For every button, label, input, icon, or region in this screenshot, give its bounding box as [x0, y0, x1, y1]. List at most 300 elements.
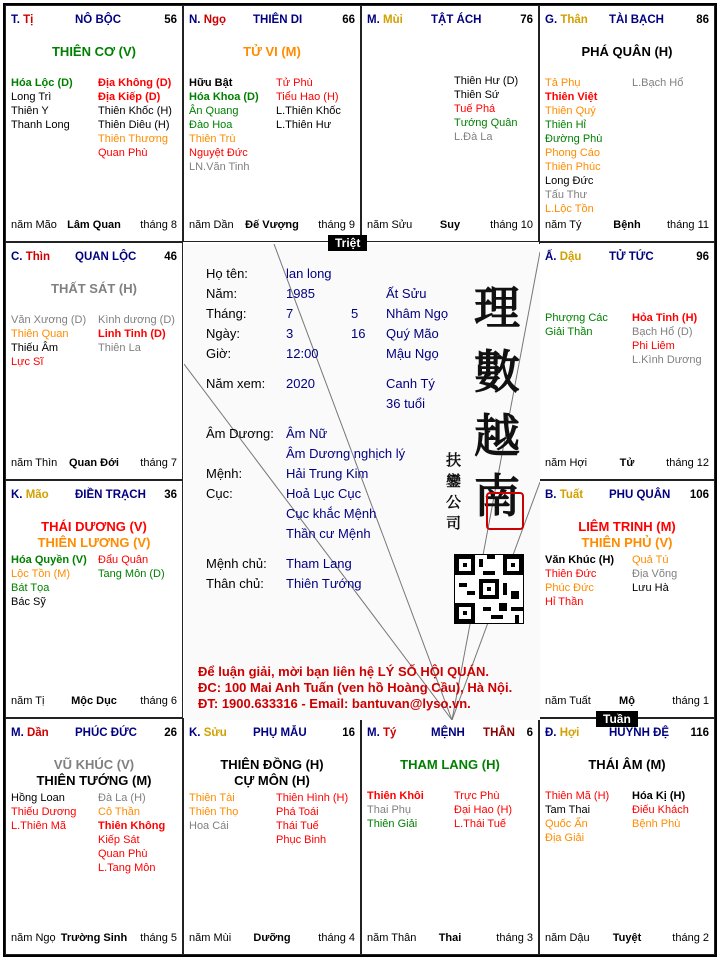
year-canchi: Ất Sửu: [386, 286, 427, 301]
palace-footer: [545, 219, 709, 233]
main-star: THIÊN CƠ (V): [51, 44, 137, 59]
palace-footer: [545, 695, 709, 709]
minor-star: Tấu Thư: [545, 189, 588, 201]
life-stage: Thai: [438, 932, 462, 944]
year-label: Năm:: [206, 286, 238, 301]
main-stars: [540, 519, 714, 551]
month-cycle: tháng 3: [496, 932, 533, 944]
minor-star: Thiếu Âm: [11, 342, 59, 354]
cuc-label: Cục:: [206, 486, 233, 501]
year-cycle: năm Dần: [189, 219, 234, 231]
palace-footer: [11, 457, 177, 471]
month-value: 7: [286, 306, 294, 321]
palace-header: [11, 727, 177, 741]
palace-number: 106: [689, 489, 709, 501]
palace-cell-tuat[interactable]: [539, 480, 715, 718]
life-stage: Mộc Dục: [71, 695, 117, 707]
month-cycle: tháng 1: [672, 695, 709, 707]
palace-header: [11, 489, 177, 503]
year-cycle: năm Mão: [11, 219, 57, 231]
palace-can: K.: [11, 489, 23, 501]
main-stars: [6, 44, 182, 60]
calligraphy-sub-1: 扶: [446, 451, 462, 469]
main-star: VŨ KHÚC (V): [53, 757, 135, 772]
minor-star: Hoa Cái: [189, 820, 229, 832]
than-chu-label: Thân chủ:: [206, 576, 264, 591]
life-stage: Đế Vượng: [245, 219, 299, 231]
minor-star: Thiên Việt: [545, 91, 598, 103]
palace-footer: [189, 219, 355, 233]
life-stage: Trường Sinh: [60, 932, 128, 944]
minor-star: Địa Kiếp (D): [98, 91, 161, 103]
minor-star: Thiên Thương: [98, 133, 169, 145]
right-stars: [276, 791, 348, 847]
palace-can: Ấ.: [545, 251, 557, 263]
palace-name: MỆNH: [431, 727, 465, 739]
minor-star: L.Tang Môn: [98, 862, 156, 874]
life-stage: Bệnh: [613, 219, 641, 231]
main-star: CỰ MÔN (H): [234, 773, 310, 788]
left-stars: [11, 313, 86, 369]
minor-star: Hỏa Tinh (H): [632, 312, 698, 324]
right-stars: [632, 789, 689, 831]
year-cycle: năm Tuất: [545, 695, 591, 707]
minor-star: Thiên Trù: [189, 133, 236, 145]
palace-chi: Ngọ: [203, 14, 227, 26]
minor-star: Thiếu Dương: [11, 806, 77, 818]
minor-star: Quan Phù: [98, 848, 148, 860]
palace-number: 76: [520, 14, 533, 26]
minor-star: L.Đà La: [454, 131, 493, 143]
month-canchi: Nhâm Ngọ: [386, 306, 449, 321]
month-cycle: tháng 4: [318, 932, 355, 944]
palace-footer: [11, 695, 177, 709]
tuan-badge: Tuần: [596, 711, 638, 727]
year-cycle: năm Tị: [11, 695, 45, 707]
minor-star: Phúc Đức: [545, 582, 594, 594]
contact-line-1: Để luận giải, mời bạn liên hệ LÝ SỐ HỘI QUÁN.: [198, 664, 489, 679]
palace-can: M.: [11, 727, 24, 739]
minor-star: Tướng Quân: [454, 117, 518, 129]
year-cycle: năm Thân: [367, 932, 417, 944]
contact-line-2: ĐC: 100 Mai Anh Tuấn (ven hồ Hoàng Cầu), Hà Nội.: [198, 680, 513, 695]
hour-canchi: Mậu Ngọ: [386, 346, 439, 361]
year-cycle: năm Hợi: [545, 457, 588, 469]
minor-star: Thiên Hư (D): [454, 75, 519, 87]
minor-star: Bác Sỹ: [11, 596, 46, 608]
palace-can: M.: [367, 14, 380, 26]
minor-star: Nguyệt Đức: [189, 147, 248, 159]
day-value: 3: [286, 326, 294, 341]
triet-badge: Triệt: [328, 235, 367, 251]
calligraphy-sub-3: 公: [446, 493, 462, 511]
right-stars: [98, 313, 175, 355]
palace-chi: Dậu: [559, 251, 582, 263]
main-star: THIÊN LƯƠNG (V): [37, 535, 151, 550]
month-cycle: tháng 11: [666, 219, 709, 231]
minor-star: Phượng Các: [545, 312, 608, 324]
left-stars: [545, 553, 614, 609]
palace-header: [189, 14, 355, 28]
menh-chu-label: Mệnh chủ:: [206, 556, 267, 571]
main-stars: [6, 519, 182, 551]
palace-footer: [367, 219, 533, 233]
month-cycle: tháng 9: [318, 219, 355, 231]
life-stage: Quan Đới: [69, 457, 119, 469]
minor-star: L.Thiên Mã: [11, 820, 67, 832]
palace-footer: [367, 932, 533, 946]
minor-star: Văn Xương (D): [11, 314, 87, 326]
palace-chi: Sửu: [203, 727, 227, 739]
palace-chi: Hợi: [559, 727, 580, 739]
year-cycle: năm Tý: [545, 219, 582, 231]
palace-chi: Tị: [23, 14, 34, 26]
minor-star: Tả Phụ: [545, 77, 581, 89]
life-stage: Tử: [619, 457, 635, 469]
palace-cell-mui[interactable]: [361, 5, 539, 242]
view-year-label: Năm xem:: [206, 376, 266, 391]
palace-chi: Dần: [26, 727, 49, 739]
minor-star: L.Kình Dương: [632, 354, 702, 366]
palace-footer: [545, 457, 709, 471]
minor-star: Thiên Phúc: [545, 161, 601, 173]
minor-star: Đại Hao (H): [454, 804, 513, 816]
minor-star: Đào Hoa: [189, 119, 233, 131]
palace-chi: Tý: [382, 727, 397, 739]
minor-star: L.Thái Tuế: [454, 818, 506, 830]
center-info-panel: [184, 244, 540, 720]
minor-star: Bát Tọa: [11, 582, 50, 594]
minor-star: Tang Môn (D): [98, 568, 165, 580]
qr-code-icon[interactable]: [454, 554, 524, 624]
view-year-canchi: Canh Tý: [386, 376, 435, 391]
minor-star: Thiên Không: [98, 820, 166, 832]
main-star: THÁI ÂM (M): [588, 757, 666, 772]
month-cycle: tháng 5: [140, 932, 177, 944]
palace-cell-thin[interactable]: [5, 242, 183, 480]
main-stars: [6, 281, 182, 297]
minor-star: Linh Tinh (D): [98, 328, 166, 340]
month-cycle: tháng 10: [490, 219, 533, 231]
calligraphy-char-3: 越: [474, 409, 520, 463]
right-stars: [632, 311, 702, 367]
palace-header: [545, 489, 709, 503]
left-stars: [11, 791, 76, 833]
right-stars: [98, 553, 165, 581]
palace-footer: [11, 219, 177, 233]
palace-name: ĐIỀN TRẠCH: [75, 489, 146, 501]
year-cycle: năm Mùi: [189, 932, 232, 944]
minor-star: L.Lộc Tồn: [545, 203, 594, 215]
right-stars: [98, 791, 165, 875]
palace-chi: Thìn: [25, 251, 50, 263]
minor-star: L.Thiên Hư: [276, 119, 332, 131]
than-chu-value: Thiên Tướng: [286, 576, 362, 591]
month-cycle: tháng 6: [140, 695, 177, 707]
minor-star: Hóa Quyền (V): [11, 554, 87, 566]
minor-star: Kiếp Sát: [98, 834, 140, 846]
palace-chi: Mão: [25, 489, 49, 501]
month-cycle: tháng 8: [140, 219, 177, 231]
life-stage: Tuyệt: [612, 932, 642, 944]
palace-number: 56: [164, 14, 177, 26]
palace-name: THIÊN DI: [253, 14, 303, 26]
main-stars: [362, 757, 538, 773]
calligraphy-sub-2: 鑾: [446, 472, 462, 490]
palace-header: [545, 251, 709, 265]
palace-cell-suu[interactable]: [183, 718, 361, 955]
palace-number: 96: [696, 251, 709, 263]
minor-star: Thiên La: [98, 342, 141, 354]
name-value: lan long: [286, 266, 332, 281]
main-stars: [540, 44, 714, 60]
amduong-value: Âm Nữ: [286, 426, 328, 441]
minor-star: Phá Toái: [276, 806, 319, 818]
main-stars: [184, 44, 360, 60]
minor-star: Thiên Hình (H): [276, 792, 349, 804]
palace-cell-ty[interactable]: [361, 718, 539, 955]
palace-name: PHÚC ĐỨC: [75, 727, 137, 739]
menh-value: Hải Trung Kim: [286, 466, 369, 481]
main-star: THẤT SÁT (H): [51, 281, 137, 296]
minor-star: Thiên Mã (H): [545, 790, 610, 802]
minor-star: Bệnh Phù: [632, 818, 681, 830]
minor-star: LN.Văn Tinh: [189, 161, 250, 173]
minor-star: Thiên Khốc (H): [98, 105, 172, 117]
year-value: 1985: [286, 286, 315, 301]
palace-can: C.: [11, 251, 23, 263]
right-stars: [454, 74, 518, 144]
left-stars: [367, 789, 424, 831]
minor-star: Thiên Quan: [11, 328, 69, 340]
palace-number: 26: [164, 727, 177, 739]
minor-star: Địa Không (D): [98, 77, 172, 89]
palace-can: G.: [545, 14, 558, 26]
minor-star: Hóa Kị (H): [632, 790, 686, 802]
minor-star: Điếu Khách: [632, 804, 689, 816]
palace-can: T.: [11, 14, 20, 26]
minor-star: Thanh Long: [11, 119, 70, 131]
life-stage: Mộ: [619, 695, 635, 707]
minor-star: Hồng Loan: [11, 792, 65, 804]
palace-chi: Thân: [560, 14, 588, 26]
year-cycle: năm Ngọ: [11, 932, 56, 944]
left-stars: [545, 76, 602, 216]
minor-star: Phục Binh: [276, 834, 327, 846]
minor-star: Cô Thần: [98, 806, 140, 818]
main-star: THIÊN PHỦ (V): [581, 535, 673, 550]
palace-name: TẬT ÁCH: [431, 14, 482, 26]
name-label: Họ tên:: [206, 266, 248, 281]
minor-star: Đẩu Quân: [98, 554, 149, 566]
minor-star: Long Trì: [11, 91, 52, 103]
minor-star: Hóa Khoa (D): [189, 91, 259, 103]
palace-header: [545, 727, 709, 741]
life-stage: Lâm Quan: [67, 219, 121, 231]
minor-star: Thiên Hỉ: [545, 119, 586, 131]
minor-star: Ân Quang: [189, 105, 239, 117]
contact-line-3: ĐT: 1900.633316 - Email: bantuvan@lyso.vn.: [198, 696, 471, 711]
hour-label: Giờ:: [206, 346, 232, 361]
minor-star: Long Đức: [545, 175, 594, 187]
main-star: THAM LANG (H): [400, 757, 500, 772]
menh-chu-value: Tham Lang: [286, 556, 352, 571]
minor-star: Thiên Giải: [367, 818, 418, 830]
calligraphy-char-2: 數: [474, 345, 520, 399]
minor-star: Thiên Y: [11, 105, 49, 117]
palace-header: [11, 14, 177, 28]
amduong-label: Âm Dương:: [206, 426, 274, 441]
minor-star: Văn Khúc (H): [545, 554, 615, 566]
main-stars: [6, 757, 182, 789]
palace-name: PHỤ MẪU: [253, 727, 307, 739]
main-star: TỬ VI (M): [243, 44, 301, 59]
minor-star: Thái Tuế: [276, 820, 319, 832]
year-cycle: năm Sửu: [367, 219, 413, 231]
minor-star: Quốc Ấn: [545, 818, 588, 830]
left-stars: [11, 76, 73, 132]
palace-cell-ti[interactable]: [5, 5, 183, 242]
palace-footer: [11, 932, 177, 946]
palace-number: 46: [164, 251, 177, 263]
main-star: PHÁ QUÂN (H): [581, 44, 673, 59]
red-seal-icon: [486, 492, 524, 530]
palace-header: [367, 727, 533, 741]
menh-label: Mệnh:: [206, 466, 243, 481]
right-stars: [632, 553, 677, 595]
palace-header: [189, 727, 355, 741]
calligraphy-char-4: 南: [474, 469, 520, 523]
right-stars: [276, 76, 341, 132]
palace-cell-mao[interactable]: [5, 480, 183, 718]
view-year-value: 2020: [286, 376, 315, 391]
minor-star: Lực Sĩ: [11, 356, 44, 368]
palace-name: QUAN LỘC: [75, 251, 137, 263]
palace-cell-dau[interactable]: [539, 242, 715, 480]
palace-cell-ngo[interactable]: [183, 5, 361, 242]
main-star: LIÊM TRINH (M): [578, 519, 676, 534]
month-cycle: tháng 7: [140, 457, 177, 469]
palace-can: B.: [545, 489, 557, 501]
month-cycle: tháng 12: [666, 457, 709, 469]
palace-can: Đ.: [545, 727, 557, 739]
amduong-value-2: Âm Dương nghịch lý: [286, 446, 406, 461]
minor-star: Phong Cáo: [545, 147, 601, 159]
than-marker: THÂN: [483, 727, 515, 739]
minor-star: L.Thiên Khốc: [276, 105, 341, 117]
month-label: Tháng:: [206, 306, 247, 321]
life-stage: Dưỡng: [253, 932, 291, 944]
cuc-value-3: Thần cư Mệnh: [286, 526, 371, 541]
main-star: THÁI DƯƠNG (V): [41, 519, 147, 534]
palace-chi: Mùi: [382, 14, 403, 26]
year-cycle: năm Dậu: [545, 932, 590, 944]
minor-star: L.Bạch Hổ: [632, 77, 684, 89]
palace-name: TÀI BẠCH: [609, 14, 664, 26]
minor-star: Lưu Hà: [632, 582, 669, 594]
left-stars: [545, 789, 609, 845]
left-stars: [11, 553, 87, 609]
main-stars: [540, 757, 714, 773]
hour-value: 12:00: [286, 346, 319, 361]
minor-star: Thai Phụ: [367, 804, 412, 816]
cuc-value-2: Cục khắc Mệnh: [286, 506, 377, 521]
minor-star: Tiểu Hao (H): [276, 91, 339, 103]
palace-chi: Tuất: [559, 489, 584, 501]
minor-star: Đà La (H): [98, 792, 146, 804]
main-stars: [184, 757, 360, 789]
calligraphy-sub-4: 司: [446, 514, 462, 532]
palace-header: [367, 14, 533, 28]
minor-star: Phi Liêm: [632, 340, 675, 352]
minor-star: Thiên Diêu (H): [98, 119, 170, 131]
palace-can: K.: [189, 727, 201, 739]
day-canchi: Quý Mão: [386, 326, 439, 341]
minor-star: Thiên Khôi: [367, 790, 424, 802]
minor-star: Thiên Thọ: [189, 806, 239, 818]
palace-number: 116: [690, 727, 709, 739]
right-stars: [98, 76, 172, 160]
main-star: THIÊN TƯỚNG (M): [36, 773, 152, 788]
palace-number: 66: [342, 14, 355, 26]
day-label: Ngày:: [206, 326, 240, 341]
age-value: 36 tuổi: [386, 396, 426, 411]
palace-cell-hoi[interactable]: [539, 718, 715, 955]
tu-vi-chart: [3, 3, 717, 957]
minor-star: Thiên Sứ: [454, 89, 500, 101]
minor-star: Trực Phù: [454, 790, 500, 802]
palace-name: NÔ BỘC: [75, 14, 121, 26]
palace-footer: [189, 932, 355, 946]
cuc-value: Hoả Lục Cục: [286, 486, 362, 501]
minor-star: Tuế Phá: [454, 103, 496, 115]
life-stage: Suy: [439, 219, 461, 231]
minor-star: Địa Võng: [632, 568, 678, 580]
palace-number: 36: [164, 489, 177, 501]
right-stars: [454, 789, 512, 831]
palace-number: 86: [696, 14, 709, 26]
minor-star: Hóa Lộc (D): [11, 77, 73, 89]
palace-number: 6: [526, 727, 533, 739]
minor-star: Quả Tú: [632, 554, 669, 566]
left-stars: [189, 76, 259, 174]
palace-can: N.: [189, 14, 201, 26]
minor-star: Hỉ Thần: [545, 596, 584, 608]
palace-footer: [545, 932, 709, 946]
left-stars: [189, 791, 238, 833]
minor-star: Đường Phù: [545, 133, 603, 145]
left-stars: [545, 311, 608, 339]
palace-cell-than[interactable]: [539, 5, 715, 242]
minor-star: Hữu Bật: [189, 77, 233, 89]
minor-star: Tử Phù: [276, 77, 313, 89]
minor-star: Thiên Đức: [545, 568, 597, 580]
minor-star: Thiên Tài: [189, 792, 235, 804]
calligraphy-char-1: 理: [474, 281, 520, 335]
minor-star: Quan Phù: [98, 147, 148, 159]
month-value-2: 5: [351, 306, 359, 321]
palace-name: TỬ TỨC: [609, 251, 654, 263]
minor-star: Bạch Hổ (D): [632, 326, 693, 338]
minor-star: Kình dương (D): [98, 314, 175, 326]
palace-name: PHU QUÂN: [609, 489, 671, 501]
palace-name: HUYNH ĐỆ: [609, 727, 670, 739]
minor-star: Thiên Quý: [545, 105, 596, 117]
palace-cell-dan[interactable]: [5, 718, 183, 955]
year-cycle: năm Thìn: [11, 457, 58, 469]
month-cycle: tháng 2: [672, 932, 709, 944]
minor-star: Lộc Tồn (M): [11, 568, 71, 580]
